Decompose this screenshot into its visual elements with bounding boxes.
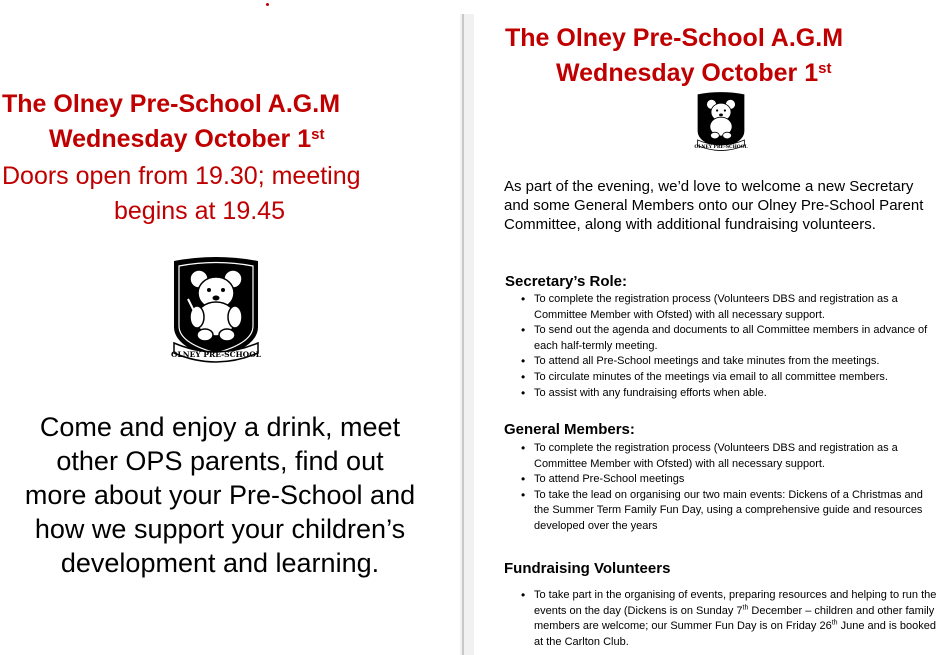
left-title-line1: The Olney Pre-School A.G.M — [2, 90, 341, 118]
general-members-heading: General Members: — [504, 421, 635, 438]
right-title-line2: Wednesday October 1st — [556, 59, 832, 87]
left-body-line: how we support your children’s — [34, 514, 406, 544]
list-item: • To assist with any fundraising efforts when able. — [518, 386, 943, 402]
fundraising-heading: Fundraising Volunteers — [504, 560, 671, 577]
left-body-line: more about your Pre-School and — [24, 480, 416, 510]
list-item: • To complete the registration process (Volunteers DBS and registration as a Committee Member with Ofsted) with all necessary support. — [518, 292, 943, 323]
list-item: • To take part in the organising of events, preparing resources and helping to run the events on the day (Dickens is on Sunday 7th December – children and other family members are welcome; our Summer Fun Day is on Friday 26th June and is booked at the Carlton Club. — [518, 588, 943, 650]
left-body-line: development and learning. — [60, 548, 380, 578]
right-intro: As part of the evening, we’d love to welcome a new Secretary and some General Members onto our Olney Pre-School Parent Committee, along with additional fundraising volunteers. — [504, 178, 924, 233]
right-page — [474, 0, 947, 655]
list-item: • To attend all Pre-School meetings and take minutes from the meetings. — [518, 354, 943, 370]
left-page — [0, 0, 460, 655]
list-item: • To complete the registration process (Volunteers DBS and registration as a Committee Member with Ofsted) with all necessary support. — [518, 441, 928, 472]
right-title-line1: The Olney Pre-School A.G.M — [505, 24, 844, 52]
list-item: • To circulate minutes of the meetings via email to all committee members. — [518, 370, 943, 386]
left-title-line2: Wednesday October 1st — [49, 125, 325, 153]
left-body-line: Come and enjoy a drink, meet — [39, 412, 401, 442]
list-item: • To take the lead on organising our two main events: Dickens of a Christmas and the Summer Term Family Fun Day, using a comprehensive guide and resources developed over the years — [518, 488, 928, 535]
left-doors-line1: Doors open from 19.30; meeting — [2, 162, 361, 190]
list-item: • To attend Pre-School meetings — [518, 472, 928, 488]
secretary-heading: Secretary’s Role: — [505, 273, 628, 290]
fundraising-list — [518, 588, 943, 650]
olney-preschool-logo-small — [693, 91, 749, 155]
left-body-text — [0, 410, 440, 580]
red-dot-marker — [266, 3, 269, 6]
right-logo-text: OLNEY PRE-SCHOOL — [694, 144, 748, 150]
left-doors-line2: begins at 19.45 — [114, 197, 285, 225]
list-item: • To send out the agenda and documents to all Committee members in advance of each half-termly meeting. — [518, 323, 943, 354]
secretary-list — [518, 292, 943, 401]
left-body-line: other OPS parents, find out — [56, 446, 384, 476]
olney-preschool-logo — [166, 255, 266, 370]
general-members-list — [518, 441, 928, 535]
page-divider — [462, 14, 464, 655]
left-logo-text: OLNEY PRE-SCHOOL — [171, 350, 261, 359]
